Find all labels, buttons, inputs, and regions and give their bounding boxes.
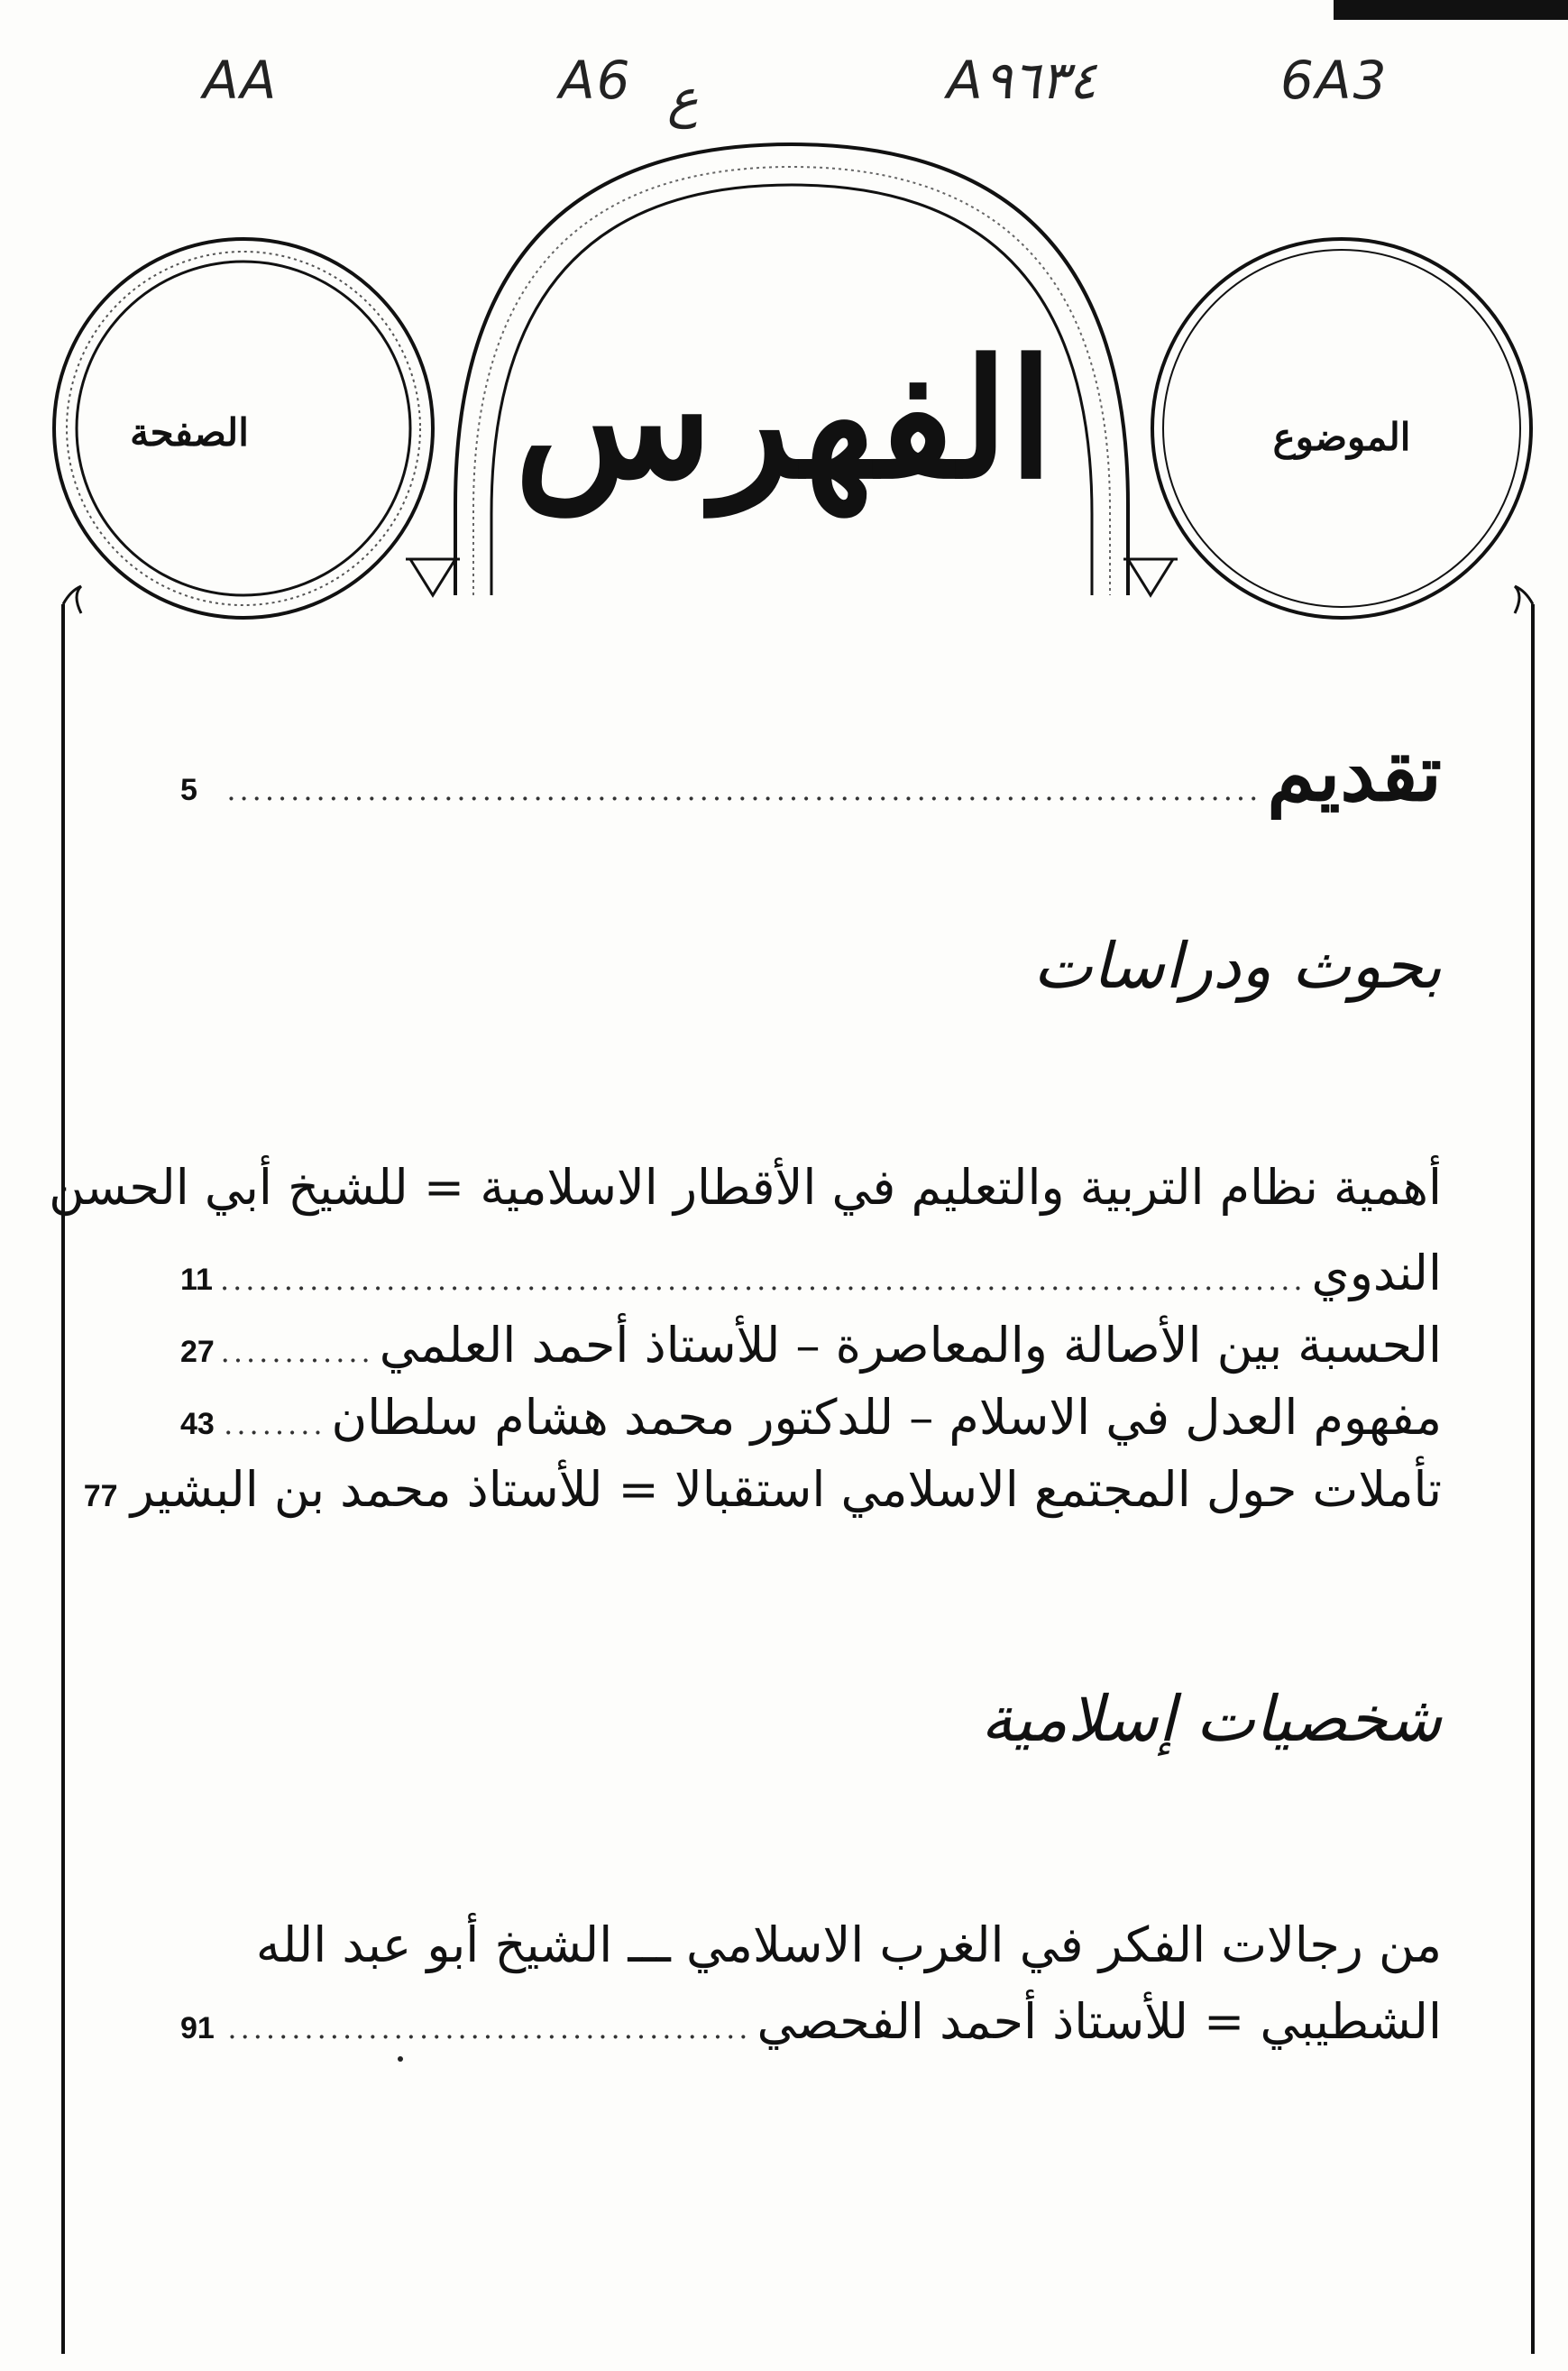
toc-entry-intro (180, 728, 1442, 819)
page-number: 91 (180, 2011, 215, 2045)
ink-speck (398, 2056, 403, 2062)
leader-dots (222, 1249, 1307, 1298)
toc-entry-text: الشطيبي = للأستاذ أحمد الفحصي (756, 1993, 1442, 2050)
handwritten-mark-4: A٩٦٣٤ (947, 50, 1097, 111)
page-number: 27 (180, 1335, 215, 1369)
toc-entry (83, 1461, 1442, 1518)
page-number: 11 (180, 1263, 213, 1297)
toc-entry-line: من رجالات الفكر في الغرب الاسلامي ـــ الشيخ أبو عبد الله (255, 1916, 1442, 1973)
page-number: 43 (180, 1407, 215, 1441)
toc-entry-line: أهمية نظام التربية والتعليم في الأقطار الاسلامية = للشيخ أبي الحسن (49, 1159, 1442, 1216)
intro-heading: تقديم (1267, 728, 1442, 819)
page-number: 77 (83, 1479, 118, 1513)
toc-entry (180, 1317, 1442, 1374)
leader-dots (222, 1998, 751, 2046)
handwritten-mark-2: A6 (559, 50, 632, 111)
page-column-label: الصفحة (130, 410, 249, 455)
toc-entry (180, 1993, 1442, 2050)
toc-entry (180, 1245, 1442, 1301)
handwritten-mark-5: 6A3 (1280, 50, 1389, 111)
leader-dots (222, 1393, 326, 1442)
toc-entry-text: الندوي (1311, 1245, 1442, 1301)
handwritten-mark-3: ع (667, 68, 699, 129)
toc-entry-text: مفهوم العدل في الاسلام – للدكتور محمد هشام سلطان (331, 1389, 1442, 1446)
handwritten-mark-1: AA (203, 50, 279, 111)
page-number: 5 (180, 773, 197, 807)
page-title: الفهرس (514, 325, 1054, 515)
leader-dots (222, 759, 1261, 808)
toc-entry-text: الحسبة بين الأصالة والمعاصرة – للأستاذ أحمد العلمي (379, 1317, 1442, 1374)
topic-column-label: الموضوع (1272, 415, 1411, 459)
leader-dots (222, 1321, 374, 1370)
toc-entry-text: تأملات حول المجتمع الاسلامي استقبالا = للأستاذ محمد بن البشير (130, 1461, 1442, 1518)
toc-entry (180, 1389, 1442, 1446)
section-heading-personalities: شخصيات إسلامية (980, 1682, 1442, 1756)
section-heading-studies: بحوث ودراسات (1032, 929, 1442, 1003)
